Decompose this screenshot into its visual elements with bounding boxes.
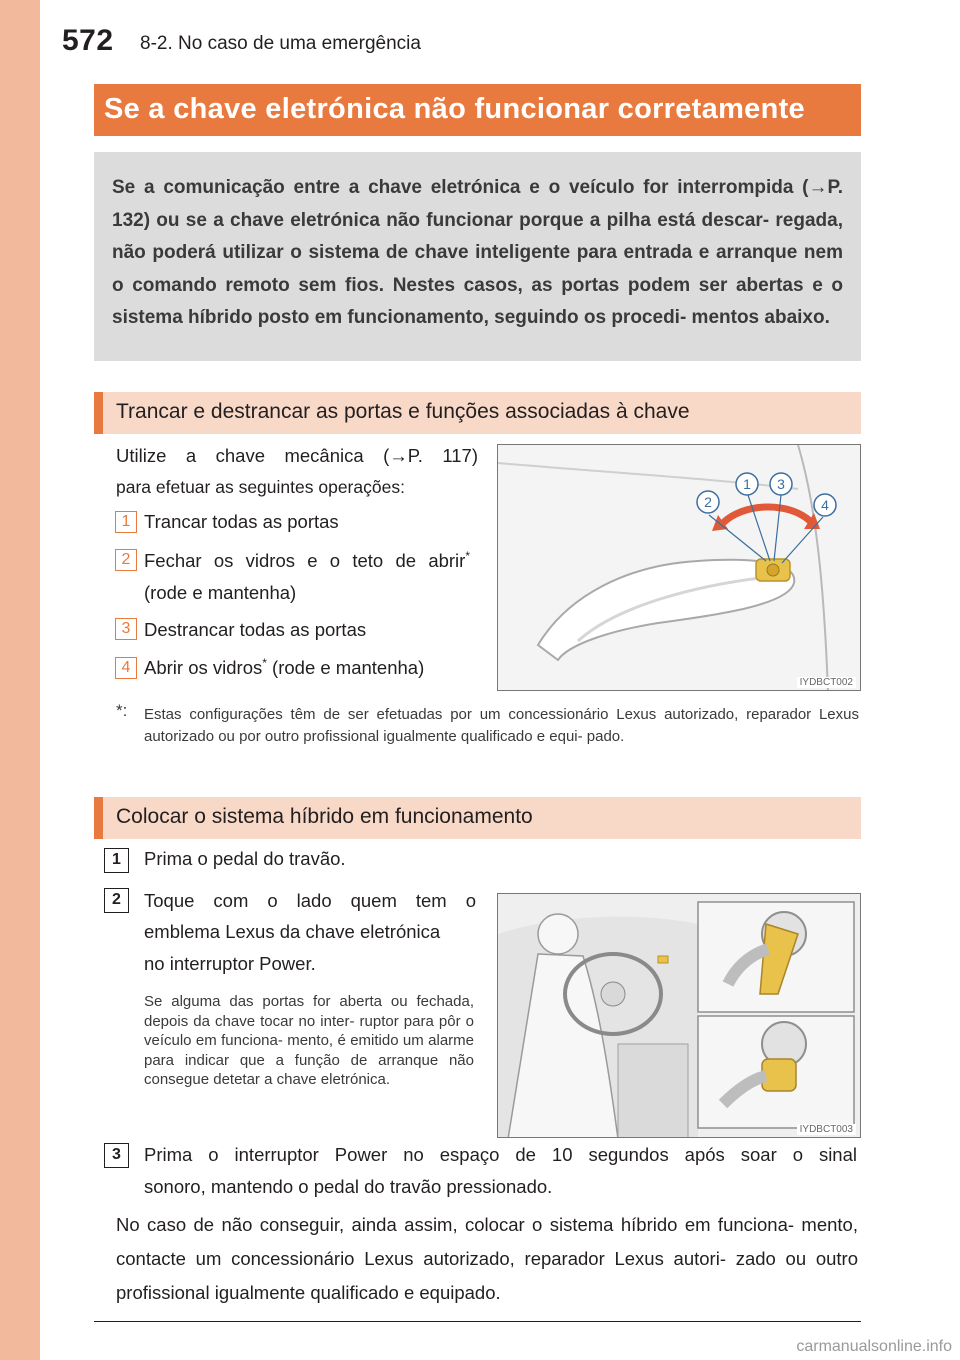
item-number-1: 1 bbox=[115, 511, 137, 533]
page-edge-tab bbox=[0, 0, 40, 1360]
step-number-3: 3 bbox=[104, 1143, 129, 1168]
step-number-1: 1 bbox=[104, 848, 129, 873]
callout-1: 1 bbox=[743, 476, 751, 492]
item-number-4: 4 bbox=[115, 657, 137, 679]
item-text-1: Trancar todas as portas bbox=[144, 511, 339, 532]
intro-text: Se a comunicação entre a chave eletrónica e o veículo for interrompida (→P. 132) ou se a chave eletrónica não funcionar porque a pilha está descar- regada, não poderá utilizar o sistema de chave inteligente para entrada e arranque nem o comando remoto sem fios. Nestes casos, as portas podem ser abertas e o sistema híbrido posto em funcionamento, seguindo os procedi- mentos abaixo. bbox=[112, 177, 843, 328]
step-text-2-line3: no interruptor Power. bbox=[144, 953, 316, 974]
step-text-3-line2: sonoro, mantendo o pedal do travão pressionado. bbox=[144, 1176, 553, 1197]
heading-accent bbox=[94, 797, 103, 839]
footer-rule bbox=[94, 1321, 861, 1322]
watermark: carmanualsonline.info bbox=[796, 1338, 952, 1355]
page-number: 572 bbox=[62, 24, 114, 57]
step2-note: Se alguma das portas for aberta ou fechada, depois da chave tocar no inter- ruptor para pôr o veículo em funciona- mento, é emitido um alarme para indicar que a função de arranque não consegue detetar a chave eletrónica. bbox=[144, 993, 474, 1088]
step-number-2: 2 bbox=[104, 888, 129, 913]
footnote-text: Estas configurações têm de ser efetuadas por um concessionário Lexus autorizado, reparador Lexus autorizado ou por outro profissional igualmente qualificado e equi- pado. bbox=[144, 706, 859, 745]
callout-4: 4 bbox=[821, 497, 829, 513]
step-text-2-line2: emblema Lexus da chave eletrónica bbox=[144, 921, 441, 942]
title-banner bbox=[94, 84, 861, 136]
item-text-4 bbox=[144, 651, 424, 685]
step-text-3-line1: Prima o interruptor Power no espaço de 10 segundos após soar o sinal bbox=[144, 1144, 857, 1165]
item-text-4-after: (rode e mantenha) bbox=[266, 657, 425, 678]
door-handle-illustration bbox=[498, 445, 861, 691]
item-number-3: 3 bbox=[115, 618, 137, 640]
section1-lead-line2: para efetuar as seguintes operações: bbox=[116, 477, 405, 497]
callout-2: 2 bbox=[704, 494, 712, 510]
item-text-2-main: Fechar os vidros e o teto de abrir bbox=[144, 550, 466, 571]
section2-heading-bar bbox=[94, 797, 861, 839]
section1-lead-line1: Utilize a chave mecânica (→P. 117) bbox=[116, 445, 478, 466]
power-switch-illustration bbox=[498, 894, 861, 1138]
asterisk-mark: * bbox=[465, 548, 470, 563]
closing-text: No caso de não conseguir, ainda assim, colocar o sistema híbrido em funciona- mento, contacte um concessionário Lexus autorizado, reparador Lexus autori- zado ou outro profissional igualmente qualificado e equipado. bbox=[116, 1214, 858, 1303]
section2-heading: Colocar o sistema híbrido em funcionamento bbox=[116, 805, 533, 828]
intro-box bbox=[94, 152, 861, 361]
page-title: Se a chave eletrónica não funcionar corretamente bbox=[104, 93, 805, 125]
step-text-1: Prima o pedal do travão. bbox=[144, 848, 346, 869]
door-handle-figure bbox=[497, 444, 861, 691]
figure-code: IYDBCT002 bbox=[797, 677, 856, 688]
item-number-2: 2 bbox=[115, 549, 137, 571]
section1-heading-bar bbox=[94, 392, 861, 434]
section-title: 8-2. No caso de uma emergência bbox=[140, 33, 421, 54]
item-text-2-cont: (rode e mantenha) bbox=[144, 582, 297, 603]
callout-3: 3 bbox=[777, 476, 785, 492]
power-switch-figure bbox=[497, 893, 861, 1138]
item-text-2 bbox=[144, 544, 470, 578]
step-text-2-line1: Toque com o lado quem tem o bbox=[144, 890, 476, 911]
heading-accent bbox=[94, 392, 103, 434]
figure-code: IYDBCT003 bbox=[797, 1124, 856, 1135]
item-text-4-main: Abrir os vidros bbox=[144, 657, 263, 678]
section1-heading: Trancar e destrancar as portas e funções associadas à chave bbox=[116, 400, 690, 423]
asterisk-mark: * bbox=[262, 655, 267, 670]
footnote-mark: *: bbox=[116, 701, 128, 720]
item-text-3: Destrancar todas as portas bbox=[144, 619, 367, 640]
